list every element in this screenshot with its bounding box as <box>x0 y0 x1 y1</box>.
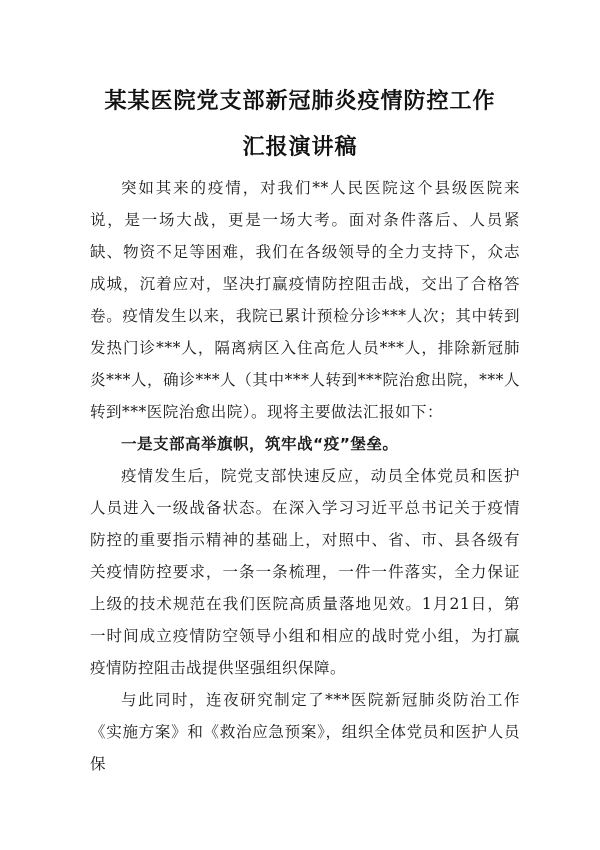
paragraph-section-1-continued: 与此同时，连夜研究制定了***医院新冠肺炎防治工作《实施方案》和《救治应急预案》，组织全体党员和医护人员保 <box>90 691 520 773</box>
paragraph-section-1: 疫情发生后，院党支部快速反应，动员全体党员和医护人员进入一级战备状态。在深入学习习近平总书记关于疫情防控的重要指示精神的基础上，对照中、省、市、县各级有关疫情防控要求，一条一条梳理，一件一件落实，全力保证上级的技术规范在我们医院高质量落地见效。1月21日，第一时间成立疫情防空领导小组和相应的战时党小组，为打赢疫情防控阻击战提供坚强组织保障。 <box>90 467 520 677</box>
section-heading-1: 一是支部高举旗帜，筑牢战“疫”堡垒。 <box>121 435 399 453</box>
paragraph-intro: 突如其来的疫情，对我们**人民医院这个县级医院来说，是一场大战，更是一场大考。面对条件落后、人员紧缺、物资不足等困难，我们在各级领导的全力支持下，众志成城，沉着应对，坚决打赢疫情防控阻击战，交出了合格答卷。疫情发生以来，我院已累计预检分诊***人次；其中转到发热门诊***人，隔离病区入住高危人员***人，排除新冠肺炎***人，确诊***人（其中***人转到***院治愈出院，***人转到***医院治愈出院）。现将主要做法汇报如下： <box>90 179 520 421</box>
document-body <box>90 172 520 780</box>
document-title-line-1: 某某医院党支部新冠肺炎疫情防控工作 <box>104 89 496 114</box>
document-title-line-2: 汇报演讲稿 <box>242 135 358 160</box>
